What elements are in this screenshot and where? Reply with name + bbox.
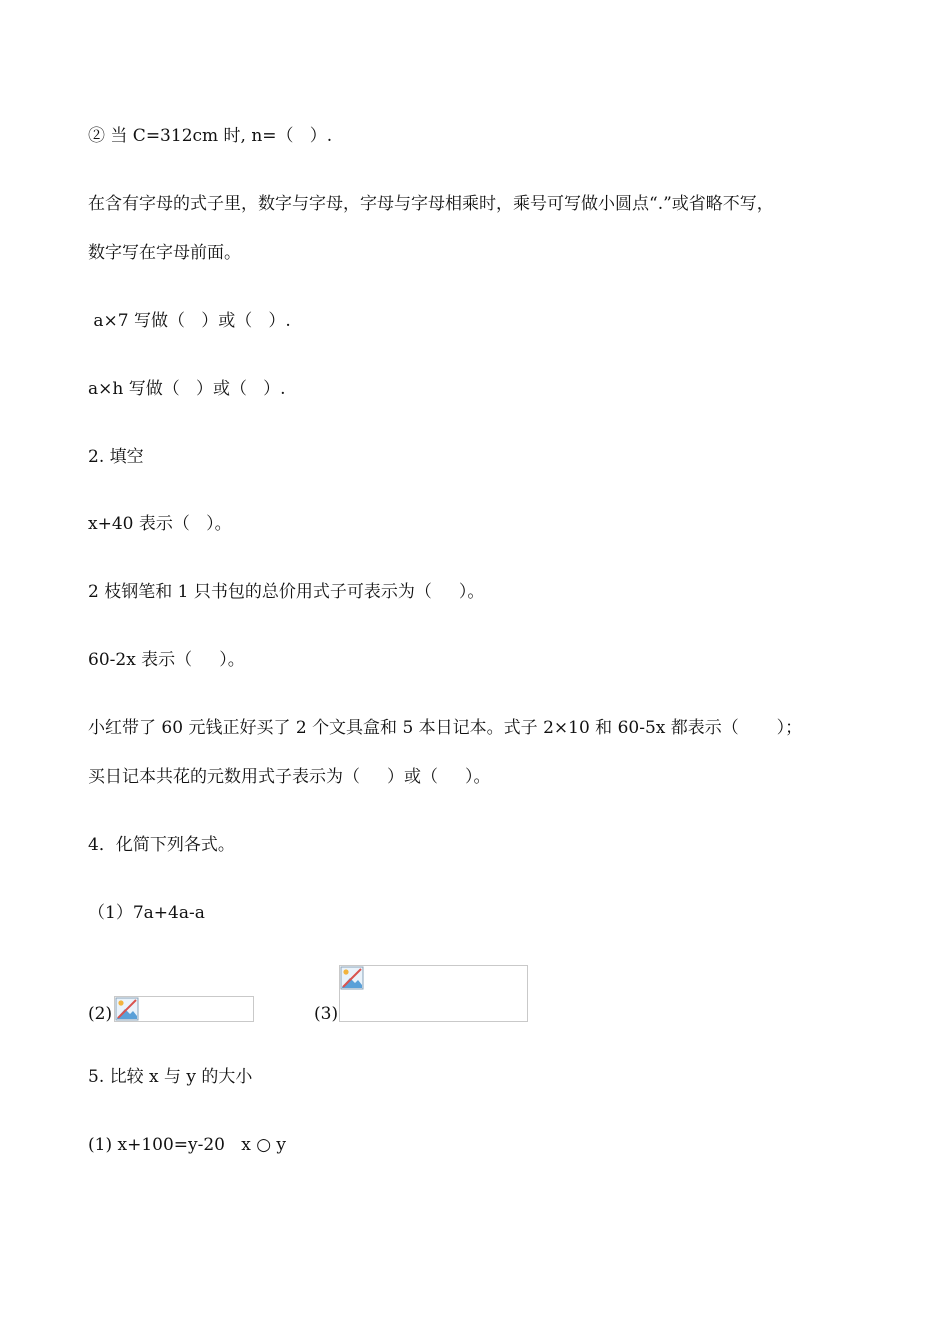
simplify-item-3-image xyxy=(339,965,528,1022)
example-a-times-h: a×h 写做（ ）或（ ）. xyxy=(88,379,286,399)
broken-image-icon xyxy=(115,997,139,1021)
rule-paragraph-line1: 在含有字母的式子里，数字与字母，字母与字母相乘时，乘号可写做小圆点“.”或省略不写， xyxy=(88,194,774,214)
section-5-heading: 5. 比较 x 与 y 的大小 xyxy=(88,1067,253,1087)
item-2-formula-line: ② 当 C=312cm 时, n=（ ）. xyxy=(88,126,333,146)
question-60-minus-2x: 60-2x 表示（ ）。 xyxy=(88,650,245,670)
simplify-item-2-label: (2) xyxy=(88,1004,113,1024)
simplify-item-2-image xyxy=(114,996,254,1022)
rule-paragraph-line2: 数字写在字母前面。 xyxy=(88,243,241,263)
broken-image-icon xyxy=(340,966,364,990)
simplify-item-1: （1）7a+4a-a xyxy=(88,903,205,923)
section-2-heading: 2. 填空 xyxy=(88,447,144,467)
question-pens-and-bag: 2 枝钢笔和 1 只书包的总价用式子可表示为（ ）。 xyxy=(88,582,485,602)
example-a-times-7: a×7 写做（ ）或（ ）. xyxy=(88,311,291,331)
section-4-heading: 4．化简下列各式。 xyxy=(88,835,235,855)
question-x-plus-40: x+40 表示（ ）。 xyxy=(88,514,232,534)
simplify-item-3-label: (3) xyxy=(314,1004,339,1024)
question-xiaohong-line1: 小红带了 60 元钱正好买了 2 个文具盒和 5 本日记本。式子 2×10 和 60-5x 都表示（ ）； xyxy=(88,718,803,738)
question-xiaohong-line2: 买日记本共花的元数用式子表示为（ ）或（ ）。 xyxy=(88,767,491,787)
compare-item-1: (1) x+100=y-20 x ○ y xyxy=(88,1135,287,1155)
